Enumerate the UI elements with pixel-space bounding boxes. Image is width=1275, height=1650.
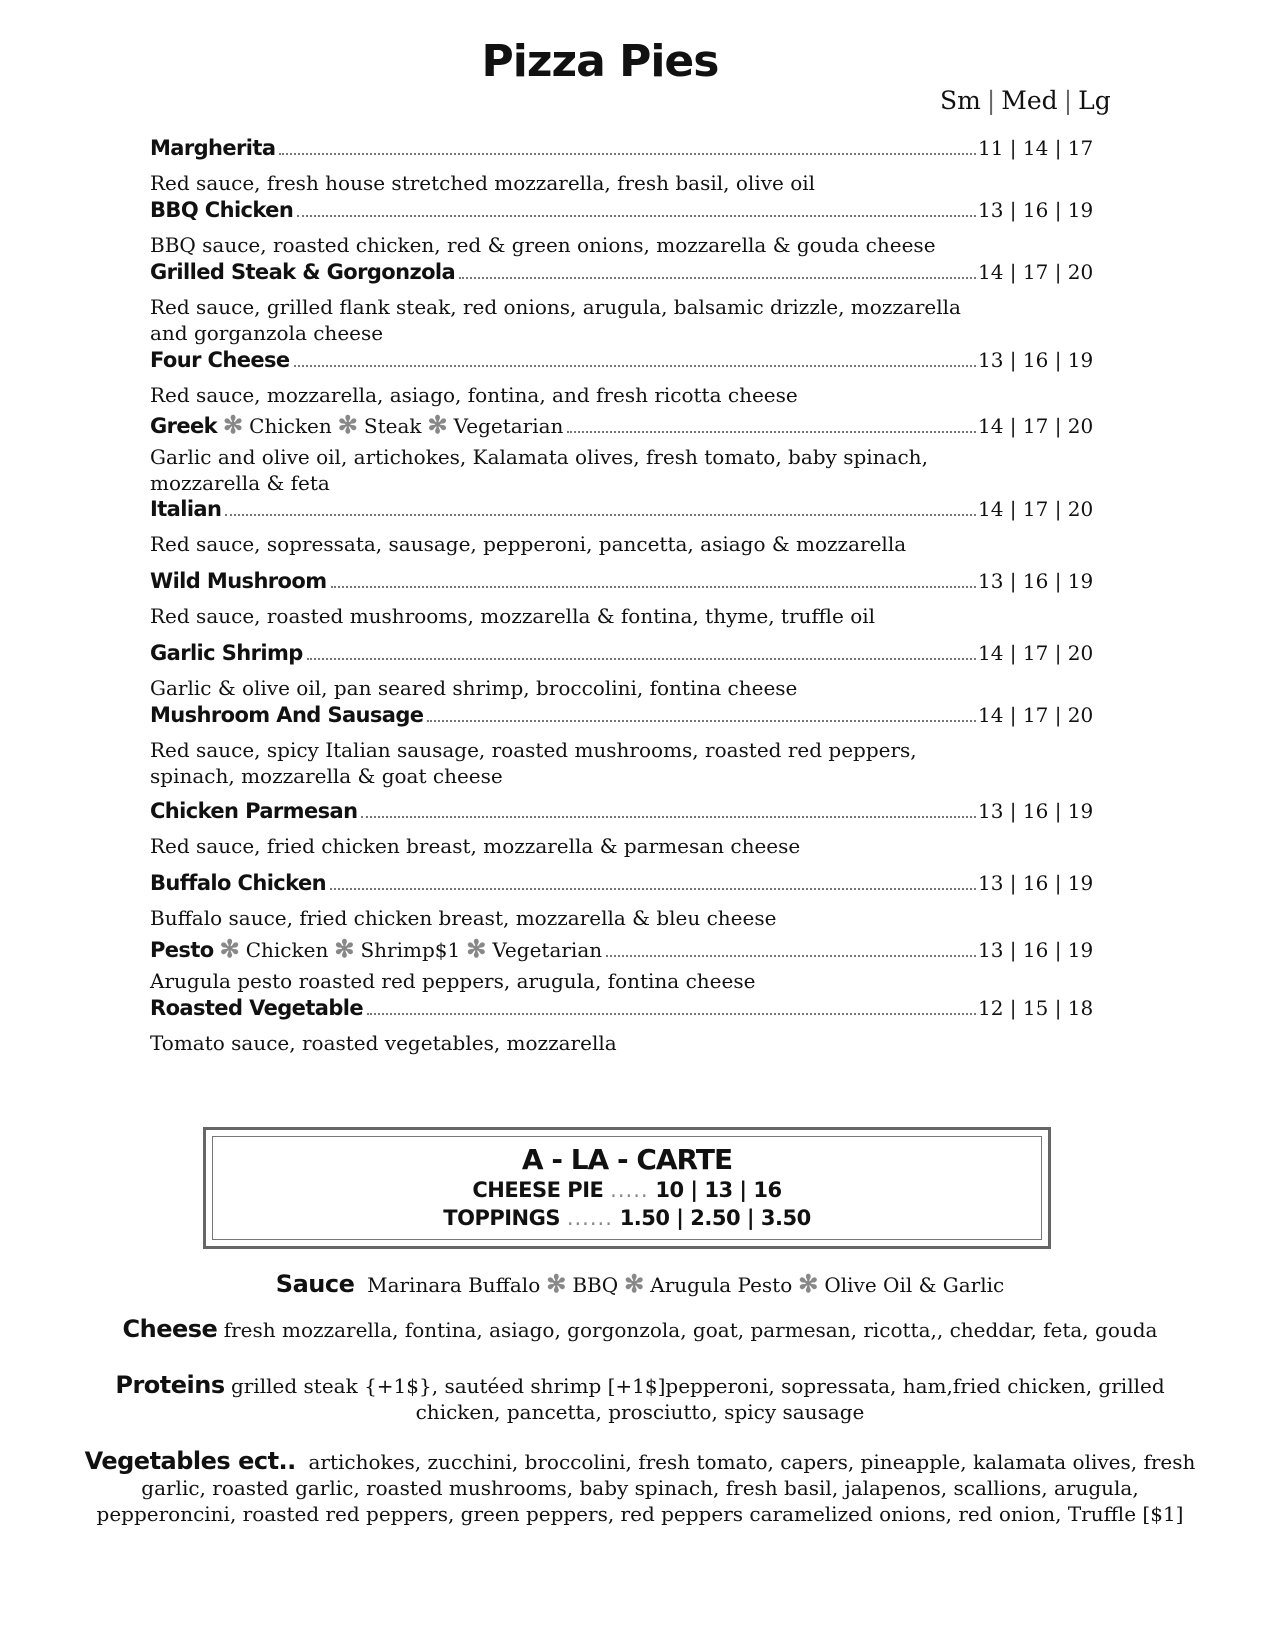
item-price: 14 | 17 | 20 — [978, 703, 1094, 727]
item-price: 13 | 16 | 19 — [978, 569, 1094, 593]
dot-leader — [225, 514, 976, 516]
sauce-option: Arugula Pesto — [650, 1273, 793, 1297]
item-price: 12 | 15 | 18 — [978, 996, 1094, 1020]
divider: | — [986, 86, 996, 115]
item-name: Pesto — [150, 938, 214, 962]
proteins-section — [80, 1372, 1200, 1425]
sauce-option: Marinara Buffalo — [367, 1273, 541, 1297]
cheese-label: Cheese — [122, 1315, 218, 1343]
menu-item-greek — [150, 410, 1100, 496]
menu-item-wild-mushroom — [150, 569, 1100, 629]
item-description: Tomato sauce, roasted vegetables, mozzarella — [150, 1031, 617, 1055]
sauce-option: BBQ — [572, 1273, 619, 1297]
asterisk-icon: ✻ — [466, 934, 487, 963]
option-steak: Steak — [363, 414, 422, 438]
item-description: BBQ sauce, roasted chicken, red & green onions, mozzarella & gouda cheese — [150, 233, 936, 257]
item-name: BBQ Chicken — [150, 198, 294, 222]
dot-leader — [307, 658, 976, 660]
item-description: Arugula pesto roasted red peppers, arugula, fontina cheese — [150, 969, 756, 993]
item-description: Red sauce, sopressata, sausage, pepperoni, pancetta, asiago & mozzarella — [150, 532, 907, 556]
vegetables-list: artichokes, zucchini, broccolini, fresh tomato, capers, pineapple, kalamata olives, fresh garlic, roasted garlic, roasted mushrooms, baby spinach, fresh basil, jalapenos, scallions, arugula, pepperoncini, roasted red peppers, green peppers, red peppers caramelized onions, red onion, Truffle [$1] — [96, 1450, 1196, 1526]
menu-item-pesto — [150, 934, 1100, 994]
size-header — [940, 86, 1111, 115]
item-description: Red sauce, spicy Italian sausage, roasted mushrooms, roasted red peppers, spinach, mozzarella & goat cheese — [150, 738, 917, 788]
size-large: Lg — [1078, 86, 1111, 115]
item-name: Mushroom And Sausage — [150, 703, 424, 727]
item-price: 14 | 17 | 20 — [978, 414, 1094, 438]
size-medium: Med — [1001, 86, 1058, 115]
dot-leader — [606, 955, 976, 957]
dot-leader — [330, 888, 976, 890]
item-description: Red sauce, grilled flank steak, red onions, arugula, balsamic drizzle, mozzarella and gorganzola cheese — [150, 295, 961, 345]
item-name: Greek — [150, 414, 218, 438]
dot-leader — [459, 277, 976, 279]
dot-leader — [294, 365, 976, 367]
menu-item-roasted-vegetable — [150, 996, 1100, 1056]
option-chicken: Chicken — [245, 938, 329, 962]
option-shrimp: Shrimp$1 — [360, 938, 461, 962]
menu-item-mushroom-sausage — [150, 703, 1100, 789]
option-vegetarian: Vegetarian — [492, 938, 603, 962]
sauce-option: Olive Oil & Garlic — [824, 1273, 1005, 1297]
menu-item-italian — [150, 497, 1100, 557]
item-price: 13 | 16 | 19 — [978, 871, 1094, 895]
item-price: 14 | 17 | 20 — [978, 497, 1094, 521]
cheese-pie-prices: 10 | 13 | 16 — [655, 1178, 782, 1202]
option-vegetarian: Vegetarian — [453, 414, 564, 438]
asterisk-icon: ✻ — [546, 1269, 567, 1298]
toppings-label: TOPPINGS — [443, 1206, 560, 1230]
item-description: Red sauce, fried chicken breast, mozzarella & parmesan cheese — [150, 834, 801, 858]
menu-item-four-cheese — [150, 348, 1100, 408]
dot-leader — [427, 720, 976, 722]
item-description: Garlic & olive oil, pan seared shrimp, broccolini, fontina cheese — [150, 676, 798, 700]
item-description: Red sauce, mozzarella, asiago, fontina, and fresh ricotta cheese — [150, 383, 798, 407]
a-la-carte-box — [203, 1127, 1051, 1249]
divider: | — [1063, 86, 1073, 115]
sauce-section — [80, 1271, 1200, 1298]
item-name: Roasted Vegetable — [150, 996, 363, 1020]
item-price: 14 | 17 | 20 — [978, 641, 1094, 665]
a-la-carte-inner-border — [212, 1136, 1042, 1240]
item-description: Buffalo sauce, fried chicken breast, mozzarella & bleu cheese — [150, 906, 777, 930]
a-la-carte-heading: A - LA - CARTE — [521, 1143, 733, 1176]
vegetables-section — [80, 1448, 1200, 1527]
asterisk-icon: ✻ — [219, 934, 240, 963]
dot-leader — [297, 215, 976, 217]
toppings-prices: 1.50 | 2.50 | 3.50 — [619, 1206, 811, 1230]
item-name: Wild Mushroom — [150, 569, 327, 593]
item-name: Italian — [150, 497, 222, 521]
menu-item-bbq-chicken — [150, 198, 1100, 258]
item-price: 14 | 17 | 20 — [978, 260, 1094, 284]
menu-item-grilled-steak — [150, 260, 1100, 346]
proteins-list: grilled steak {+1$}, sautéed shrimp [+1$]pepperoni, sopressata, ham,fried chicken, grilled chicken, pancetta, prosciutto, spicy sausage — [230, 1374, 1165, 1424]
cheese-pie-line — [213, 1176, 1041, 1204]
vegetables-label: Vegetables ect.. — [84, 1447, 296, 1475]
item-name: Garlic Shrimp — [150, 641, 303, 665]
size-small: Sm — [940, 86, 981, 115]
asterisk-icon: ✻ — [624, 1269, 645, 1298]
item-options — [214, 934, 603, 963]
option-chicken: Chicken — [249, 414, 332, 438]
dot-leader: ...... — [566, 1206, 613, 1230]
cheese-section — [80, 1316, 1200, 1343]
item-name: Margherita — [150, 136, 276, 160]
page-title: Pizza Pies — [481, 36, 719, 87]
asterisk-icon: ✻ — [798, 1269, 819, 1298]
dot-leader — [367, 1013, 976, 1015]
item-name: Four Cheese — [150, 348, 290, 372]
asterisk-icon: ✻ — [427, 410, 448, 439]
sauce-label: Sauce — [275, 1270, 355, 1298]
item-price: 13 | 16 | 19 — [978, 198, 1094, 222]
menu-item-buffalo-chicken — [150, 871, 1100, 931]
asterisk-icon: ✻ — [337, 410, 358, 439]
dot-leader — [279, 153, 976, 155]
menu-item-garlic-shrimp — [150, 641, 1100, 701]
menu-item-chicken-parmesan — [150, 799, 1100, 859]
asterisk-icon: ✻ — [334, 934, 355, 963]
item-price: 11 | 14 | 17 — [978, 136, 1094, 160]
item-price: 13 | 16 | 19 — [978, 348, 1094, 372]
item-description: Red sauce, fresh house stretched mozzarella, fresh basil, olive oil — [150, 171, 816, 195]
toppings-line — [213, 1204, 1041, 1232]
item-name: Buffalo Chicken — [150, 871, 326, 895]
asterisk-icon: ✻ — [223, 410, 244, 439]
dot-leader: ..... — [610, 1178, 649, 1202]
item-description: Garlic and olive oil, artichokes, Kalamata olives, fresh tomato, baby spinach, mozzarella & feta — [150, 445, 928, 495]
cheese-pie-label: CHEESE PIE — [472, 1178, 604, 1202]
item-options — [217, 410, 563, 439]
cheese-list: fresh mozzarella, fontina, asiago, gorgonzola, goat, parmesan, ricotta,, cheddar, feta, gouda — [223, 1318, 1158, 1342]
item-name: Chicken Parmesan — [150, 799, 358, 823]
item-price: 13 | 16 | 19 — [978, 938, 1094, 962]
item-description: Red sauce, roasted mushrooms, mozzarella & fontina, thyme, truffle oil — [150, 604, 876, 628]
menu-item-margherita — [150, 136, 1100, 196]
dot-leader — [331, 586, 977, 588]
proteins-label: Proteins — [115, 1371, 225, 1399]
item-price: 13 | 16 | 19 — [978, 799, 1094, 823]
dot-leader — [361, 816, 976, 818]
item-name: Grilled Steak & Gorgonzola — [150, 260, 456, 284]
dot-leader — [567, 431, 976, 433]
